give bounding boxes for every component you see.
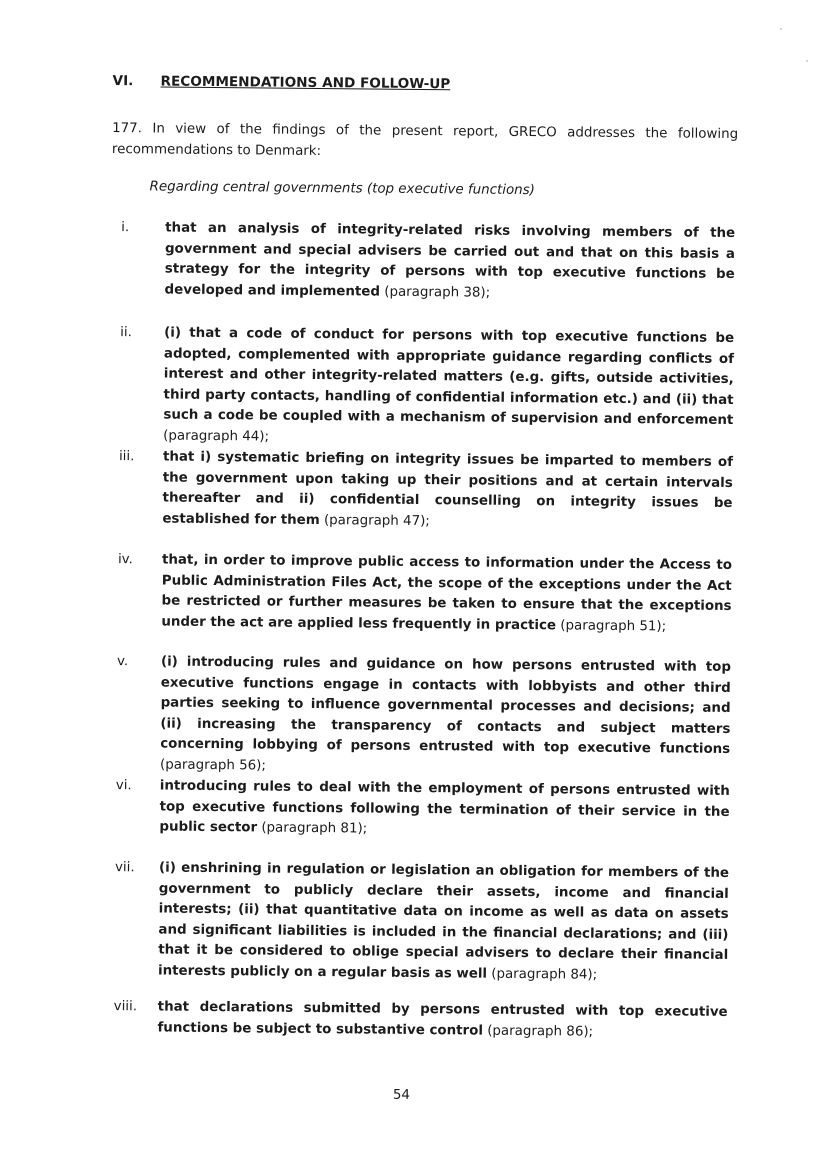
paragraph-reference: (paragraph 47); xyxy=(319,512,430,529)
recommendation-text xyxy=(161,551,732,639)
recommendation-item xyxy=(118,447,733,535)
recommendation-number: iii. xyxy=(118,449,135,465)
recommendation-text xyxy=(164,219,735,307)
recommendation-item xyxy=(119,323,734,452)
recommendation-body: (i) enshrining in regulation or legislation an obligation for members of the government to publicly declare their assets, income and financial interests; (ii) that quantitative data on income as well as data on assets and significant liabilities is included in the financial declarations; and (iii) that it be considered to oblige special advisers to declare their financial interests publicly on a regular basis as well xyxy=(157,860,730,982)
scan-speck xyxy=(780,28,782,30)
section-title: RECOMMENDATIONS AND FOLLOW-UP xyxy=(160,73,451,93)
paragraph-reference: (paragraph 84); xyxy=(486,966,598,983)
recommendation-number: ii. xyxy=(120,325,132,341)
page-number: 54 xyxy=(392,1087,410,1103)
recommendation-item xyxy=(120,218,735,306)
paragraph-reference: (paragraph 51); xyxy=(555,618,667,635)
recommendation-body: that declarations submitted by persons entrusted with top executive functions be subject to substantive control xyxy=(157,999,728,1039)
section-number: VI. xyxy=(112,73,134,90)
recommendation-text xyxy=(159,777,730,844)
recommendation-item xyxy=(115,776,730,844)
recommendation-item xyxy=(117,550,732,638)
recommendation-item xyxy=(113,997,727,1044)
intro-paragraph: 177. In view of the findings of the present report, GRECO addresses the following recommendations to Denmark: xyxy=(111,121,739,159)
paragraph-reference: (paragraph 86); xyxy=(482,1023,594,1040)
recommendation-number: i. xyxy=(121,220,130,236)
recommendation-body: that, in order to improve public access to information under the Access to Public Administration Files Act, the scope of the exceptions under the Act be restricted or further measures be taken to ensure that the exceptions under the act are applied less frequently in practice xyxy=(161,552,733,634)
recommendation-body: that an analysis of integrity-related risks involving members of the government and special advisers be carried out and that on this basis a strategy for the integrity of persons with top executive functions be developed and implemented xyxy=(164,220,736,300)
recommendation-number: v. xyxy=(116,654,129,670)
recommendation-item xyxy=(116,652,731,781)
recommendation-body: (i) that a code of conduct for persons with top executive functions be adopted, complemented with appropriate guidance regarding conflicts of interest and other integrity-related matters (e.g. gifts, outside activities, third party contacts, handling of confidential information etc.) and (ii) that such a code be coupled with a mechanism of supervision and enforcement xyxy=(163,325,735,429)
recommendation-text xyxy=(158,859,729,988)
section-heading xyxy=(112,71,450,95)
recommendation-number: vii. xyxy=(114,860,135,876)
recommendation-text xyxy=(163,324,734,453)
paragraph-reference: (paragraph 44); xyxy=(163,428,270,445)
recommendation-item xyxy=(114,858,729,987)
recommendation-body: introducing rules to deal with the employment of persons entrusted with top executive functions following the termination of their service in the public sector xyxy=(159,778,730,836)
recommendation-text xyxy=(162,448,733,536)
subheading: Regarding central governments (top executive functions) xyxy=(149,179,535,199)
scan-speck xyxy=(806,60,808,62)
recommendation-body: that i) systematic briefing on integrity issues be imparted to members of the government upon taking up their positions and at certain intervals thereafter and ii) confidential counselling on integrity issues be established for them xyxy=(162,449,734,528)
recommendation-text xyxy=(157,998,727,1045)
paragraph-reference: (paragraph 56); xyxy=(159,757,266,774)
paragraph-reference: (paragraph 81); xyxy=(257,820,368,837)
recommendation-number: iv. xyxy=(117,552,133,568)
recommendation-text xyxy=(160,653,731,782)
recommendation-number: vi. xyxy=(115,778,132,794)
recommendation-number: viii. xyxy=(113,999,138,1015)
paragraph-reference: (paragraph 38); xyxy=(379,284,491,301)
recommendation-body: (i) introducing rules and guidance on how persons entrusted with top executive functions engage in contacts with lobbyists and other third parties seeking to influence governmental processes and decisions; and (ii) increasing the transparency of contacts and subject matters concerning lobbying of persons entrusted with top executive functions xyxy=(160,654,732,758)
